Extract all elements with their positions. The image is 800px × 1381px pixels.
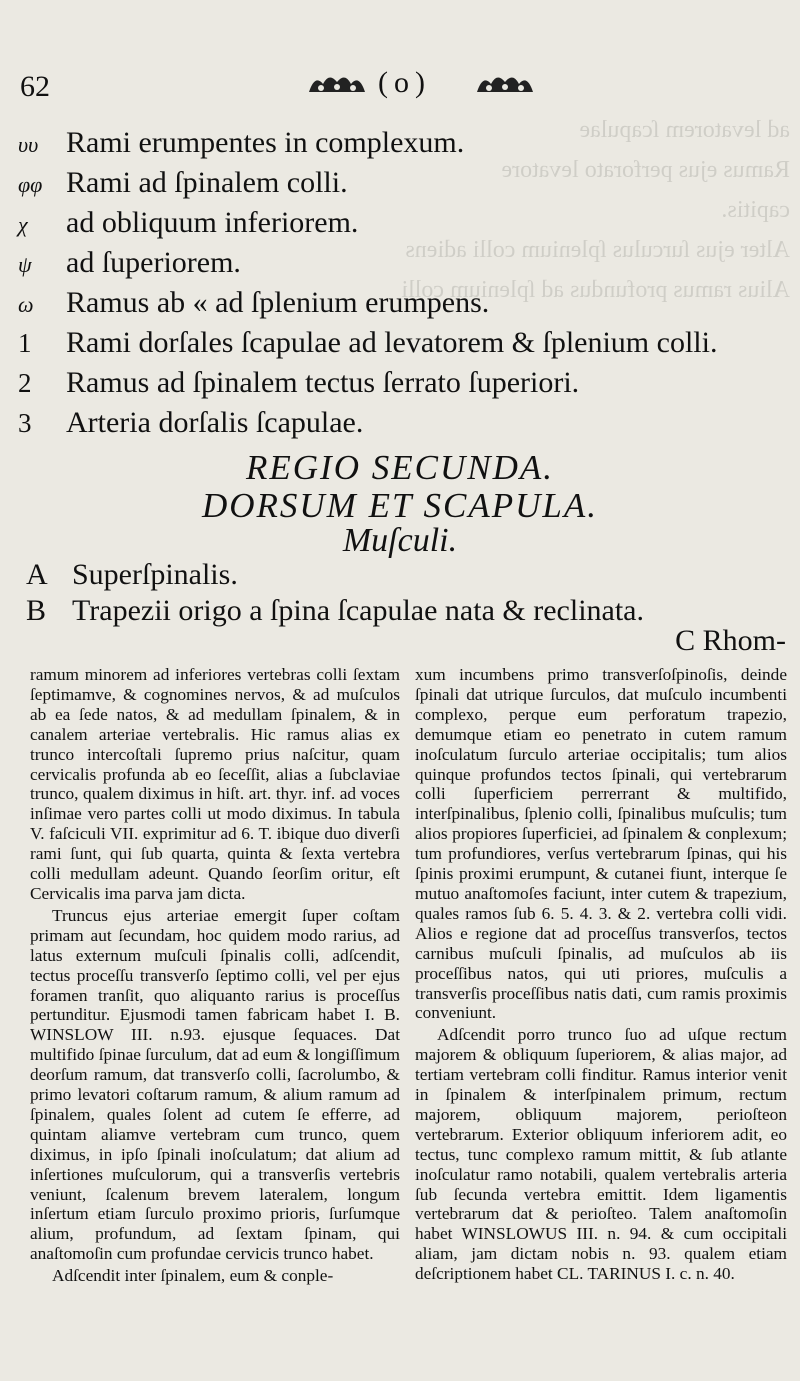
muscle-letter: B: [26, 594, 47, 627]
paragraph: ramum minorem ad inferiores vertebras colli ſextam ſeptimamve, & cognomines nervos, & ad muſculos ab ea ſede natos, & ad medullam ſpinalem, & in canalem arteriae vertebralis. Hic ramus alias ex trunco intercoſtali ſupremo prius naſcitur, quam cervicalis profunda ab eo ſeceſſit, alias a ſubclaviae trunco, qualem diximus in hiſt. art. thyr. inf. ad voces inſimae vero partes colli ut modo diximus. In tabula V. faſciculi VII. exprimitur ad 6. T. ibique duo diverſi rami ſunt, qui ſub quarta, quinta & ſexta vertebra colli medullam adeunt. Quando ſeorſim oritur, eſt Cervicalis ima parva jam dicta.: [30, 665, 400, 903]
ornament-icon: [305, 70, 369, 96]
legend-symbol: φφ: [18, 172, 43, 197]
legend-symbol: 2: [18, 368, 32, 398]
catchword: C Rhom-: [675, 624, 786, 657]
muscle-item: [26, 594, 644, 628]
legend-item: [18, 326, 788, 366]
right-column: [415, 665, 787, 1284]
section-heading: REGIO SECUNDA.: [246, 448, 554, 487]
legend-symbol: ω: [18, 292, 34, 317]
legend-item: [18, 126, 788, 166]
left-column: [30, 665, 400, 1286]
legend-symbol: υυ: [18, 132, 39, 157]
paragraph: Truncus ejus arteriae emergit ſuper coſtam primam aut ſecundam, hoc quidem modo rarius, ad latus externum muſculi ſpinalis colli, adſcendit, tectus proceſſu transverſo ſeptimo colli, vel per ejus foramen tranſit, quo aliquanto rarius is proceſſus pertunditur. Ejusmodi tamen fabricam habet I. B. WINSLOW III. n.93. ejusque ſequaces. Dat multifido ſpinae ſurculum, dat ad eum & longiſſimum deorſum ramum, dat transverſo colli, ſacrolumbo, & primo levatori coſtarum ramum, & alium ramum ad ſpinalem, quales ſolent ad cutem ſe efferre, ad quintam aliamve vertebram cum trunco, quem diximus, in ipſo ſpinali inoſculatum; dat alium ad inſertiones muſculorum, qui a transverſis vertebris veniunt, ſcalenum brevem lateralem, longum inſertum etiam ſurculo proximo prioris, ſurſumque alium, profundum, ad ſextam ſpinam, qui anaſtomoſin cum profundae cervicis trunco habet.: [30, 905, 400, 1264]
muscle-item: [26, 558, 238, 592]
paragraph: Adſcendit inter ſpinalem, eum & conple-: [52, 1266, 334, 1286]
page-header: [18, 66, 782, 106]
legend-symbol: 3: [18, 408, 32, 438]
legend-text: ad ſuperiorem.: [66, 246, 241, 279]
legend-item: [18, 206, 788, 246]
signature-mark: (o): [378, 66, 431, 99]
bleed-through-text: ad levatorem ſcapulae Ramus ejus perforato levatore capitis. Alter ejus ſurculus ſplenium colli adiens Alius ramus profundus ad ſplenium colli: [401, 117, 790, 303]
legend-text: ad obliquum inferiorem.: [66, 206, 359, 239]
legend-symbol: ψ: [18, 252, 32, 277]
muscle-text: Trapezii origo a ſpina ſcapulae nata & reclinata.: [72, 594, 644, 627]
paragraph: xum incumbens primo transverſoſpinoſis, deinde ſpinali dat utrique ſurculos, dat muſculo incumbenti complexo, perque eum perforatum trapezio, demumque etiam eo penetrato in cutem ramum inoſculatum ſurculo arteriae occipitalis; tum alios quinque profundos tectos ſpinali, qui vertebrarum colli ſuperficiem perrerrant & multifido, interſpinalibus, ſplenio colli, ſpinalibus muſculis; tum alios propiores ſuperficiei, ad ſpinalem & conplexum; tum profundiores, verſus vertebrarum ſpinas, qui his ſpinis proximi erumpunt, & cutanei fiunt, interque ſe mutuo anaſtomoſes faciunt, inter cutem & trapezium, quales ramos ſub 6. 5. 4. 3. & 2. vertebra colli vidi. Alios e regione dat ad proceſſus transverſos, tectos carnibus muſculi ſpinalis, ad muſculos ab iis proceſſibus natos, qui uti priores, muſculis a transverſis proceſſibus natis dati, cum ramis proximis conveniunt.: [415, 665, 787, 1023]
muscle-text: Superſpinalis.: [72, 558, 238, 591]
legend-text: Ramus ab « ad ſplenium erumpens.: [66, 286, 490, 319]
figure-legend: [18, 126, 788, 446]
legend-text: Ramus ad ſpinalem tectus ſerrato ſuperiori.: [66, 366, 580, 399]
section-subheading: DORSUM ET SCAPULA.: [201, 486, 599, 525]
legend-text: Arteria dorſalis ſcapulae.: [66, 406, 364, 439]
legend-item: [18, 406, 788, 446]
legend-item: [18, 366, 788, 406]
legend-symbol: χ: [18, 212, 28, 237]
muscle-letter: A: [26, 558, 48, 591]
paragraph: Adſcendit porro trunco ſuo ad uſque rectum majorem & obliquum ſuperiorem, & alias major, ad tertiam vertebram colli finditur. Ramus interior venit in ſpinalem & interſpinalem primum, rectum majorem, obliquum majorem, perioſteon vertebrarum. Exterior obliquum inferiorem adit, eo tectus, tunc complexo ramum mittit, & ſub atlante inoſculatur ramo notabili, qualem vertebralis arteria ſub ſecunda vertebra emittit. Idem ligamentis vertebrarum dat & perioſteo. Talem anaſtomoſin habet WINSLOWUS III. n. 94. & cum occipitali aliam, jam dictam nobis n. 93. qualem etiam deſcriptionem habet CL. TARINUS I. c. n. 40.: [415, 1025, 787, 1284]
legend-text: Rami ad ſpinalem colli.: [66, 166, 348, 199]
legend-item: [18, 246, 788, 286]
legend-item: [18, 166, 788, 206]
legend-symbol: 1: [18, 328, 32, 358]
section-subtitle: Muſculi.: [342, 522, 458, 559]
legend-text: Rami erumpentes in complexum.: [66, 126, 465, 159]
page-number: 62: [20, 70, 50, 103]
legend-text: Rami dorſales ſcapulae ad levatorem & ſplenium colli.: [66, 326, 718, 359]
legend-item: [18, 286, 788, 326]
ornament-icon: [473, 70, 537, 96]
